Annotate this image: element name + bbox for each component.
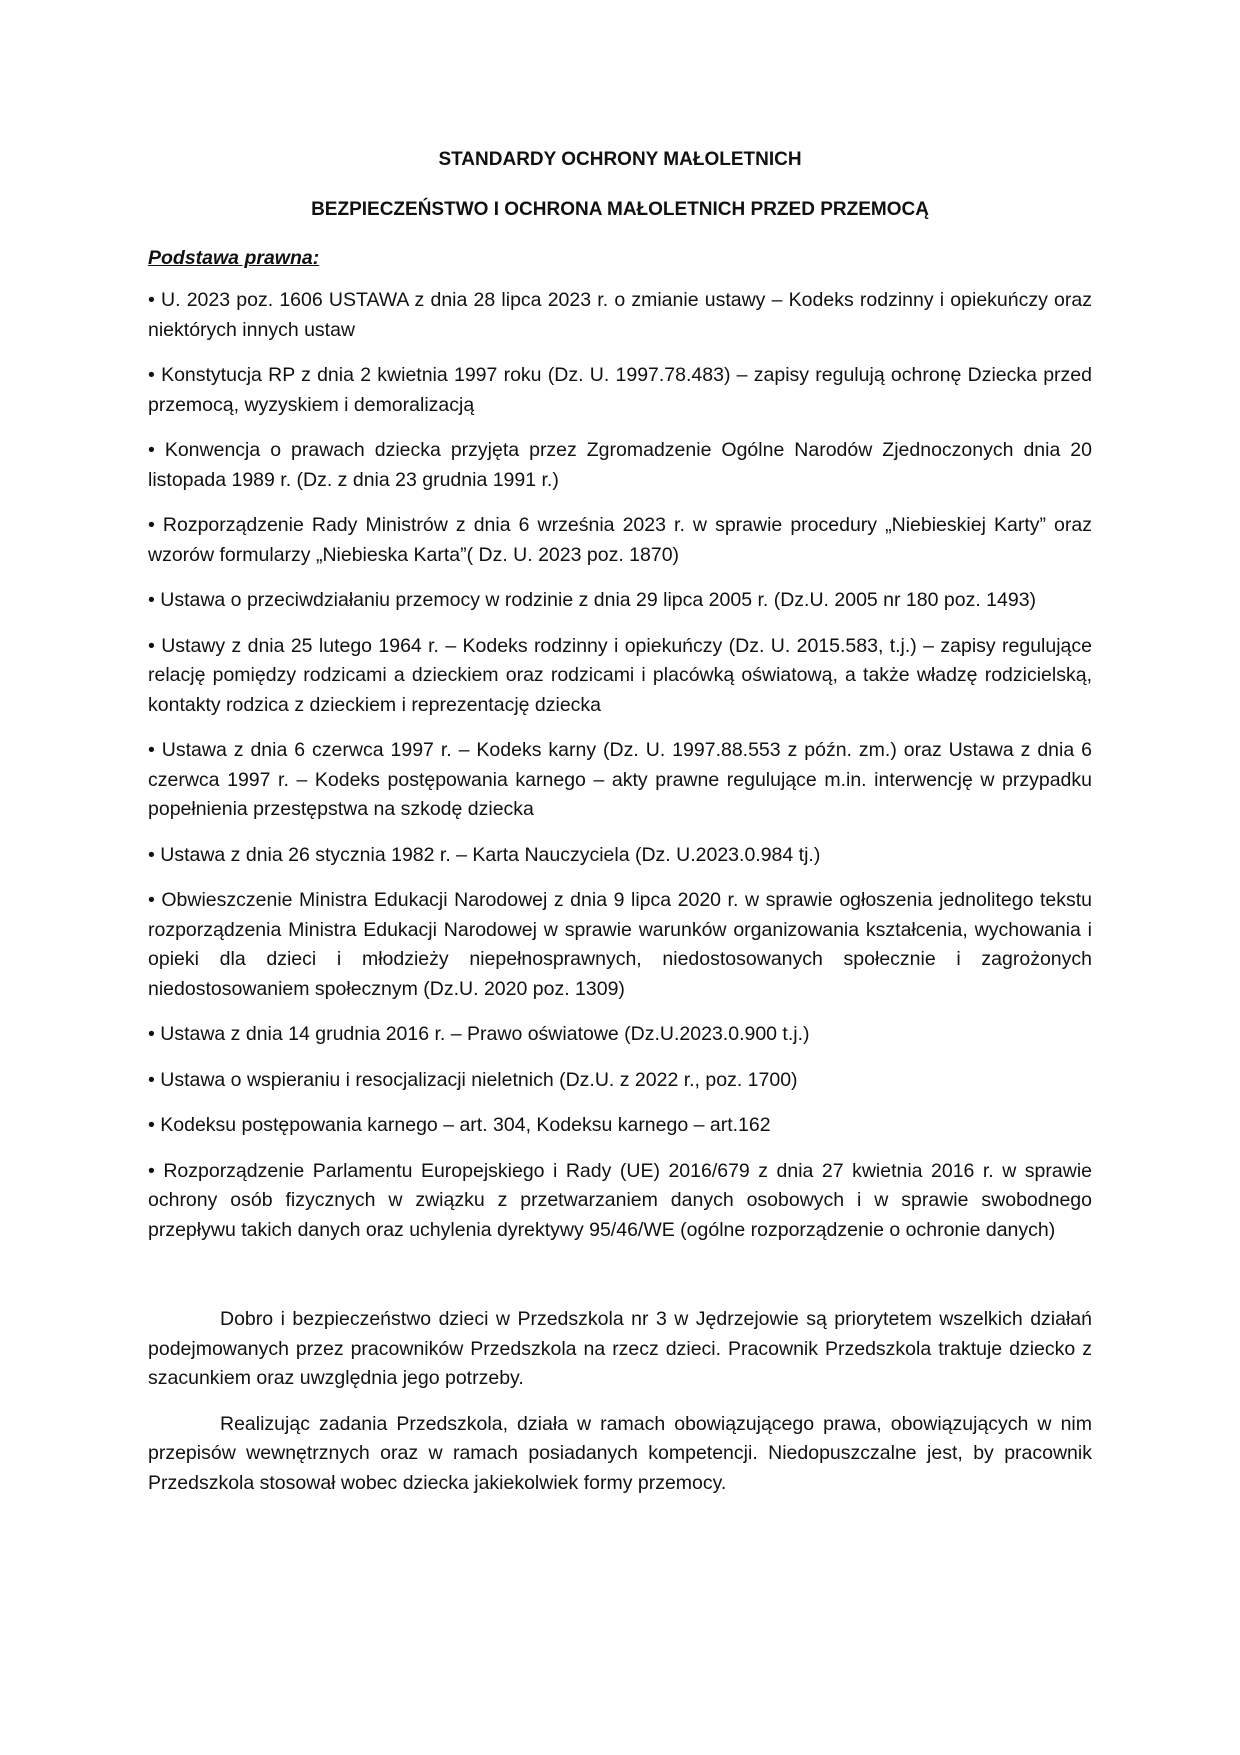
legal-basis-item: • Ustawy z dnia 25 lutego 1964 r. – Kodeks rodzinny i opiekuńczy (Dz. U. 2015.583, t.j.) – zapisy regulujące relację pomiędzy rodzicami a dzieckiem oraz rodzicami i placówką oświatową, a także władzę rodzicielską, kontakty rodzica z dzieckiem i reprezentację dziecka	[148, 634, 1092, 716]
legal-basis-item: • Ustawa z dnia 26 stycznia 1982 r. – Karta Nauczyciela (Dz. U.2023.0.984 tj.)	[148, 843, 821, 866]
legal-basis-item: • Rozporządzenie Parlamentu Europejskiego i Rady (UE) 2016/679 z dnia 27 kwietnia 2016 r. w sprawie ochrony osób fizycznych w związku z przetwarzaniem danych osobowych i w sprawie swobodnego przepływu takich danych oraz uchylenia dyrektywy 95/46/WE (ogólne rozporządzenie o ochronie danych)	[148, 1159, 1092, 1241]
body-paragraph: Dobro i bezpieczeństwo dzieci w Przedszkola nr 3 w Jędrzejowie są priorytetem wszelkich działań podejmowanych przez pracowników Przedszkola na rzecz dzieci. Pracownik Przedszkola traktuje dziecko z szacunkiem oraz uwzględnia jego potrzeby.	[148, 1308, 1092, 1389]
document-subtitle: BEZPIECZEŃSTWO I OCHRONA MAŁOLETNICH PRZED PRZEMOCĄ	[311, 199, 929, 220]
document-title: STANDARDY OCHRONY MAŁOLETNICH	[438, 149, 802, 170]
legal-basis-item: • Konstytucja RP z dnia 2 kwietnia 1997 roku (Dz. U. 1997.78.483) – zapisy regulują ochronę Dziecka przed przemocą, wyzyskiem i demoralizacją	[148, 364, 1092, 416]
document-content	[148, 146, 1092, 1514]
section-spacer	[148, 1261, 1092, 1305]
legal-basis-item: • Rozporządzenie Rady Ministrów z dnia 6 września 2023 r. w sprawie procedury „Niebieskiej Karty” oraz wzorów formularzy „Niebieska Karta”( Dz. U. 2023 poz. 1870)	[148, 514, 1092, 566]
legal-basis-item: • Kodeksu postępowania karnego – art. 304, Kodeksu karnego – art.162	[148, 1114, 771, 1136]
legal-basis-item: • Obwieszczenie Ministra Edukacji Narodowej z dnia 9 lipca 2020 r. w sprawie ogłoszenia jednolitego tekstu rozporządzenia Ministra Edukacji Narodowej w sprawie warunków organizowania kształcenia, wychowania i opieki dla dzieci i młodzieży niepełnosprawnych, niedostosowanych społecznie i zagrożonych niedostosowaniem społecznym (Dz.U. 2020 poz. 1309)	[148, 889, 1092, 1000]
legal-basis-item: • Ustawa z dnia 6 czerwca 1997 r. – Kodeks karny (Dz. U. 1997.88.553 z późn. zm.) oraz Ustawa z dnia 6 czerwca 1997 r. – Kodeks postępowania karnego – akty prawne regulujące m.in. interwencję w przypadku popełnienia przestępstwa na szkodę dziecka	[148, 739, 1092, 820]
body-paragraph: Realizując zadania Przedszkola, działa w ramach obowiązującego prawa, obowiązujących w nim przepisów wewnętrznych oraz w ramach posiadanych kompetencji. Niedopuszczalne jest, by pracownik Przedszkola stosował wobec dziecka jakiekolwiek formy przemocy.	[148, 1412, 1092, 1494]
legal-basis-heading: Podstawa prawna:	[148, 247, 320, 269]
legal-basis-item: • U. 2023 poz. 1606 USTAWA z dnia 28 lipca 2023 r. o zmianie ustawy – Kodeks rodzinny i opiekuńczy oraz niektórych innych ustaw	[148, 289, 1092, 341]
legal-basis-item: • Ustawa z dnia 14 grudnia 2016 r. – Prawo oświatowe (Dz.U.2023.0.900 t.j.)	[148, 1023, 810, 1045]
legal-basis-item: • Konwencja o prawach dziecka przyjęta przez Zgromadzenie Ogólne Narodów Zjednoczonych dnia 20 listopada 1989 r. (Dz. z dnia 23 grudnia 1991 r.)	[148, 439, 1092, 491]
legal-basis-list	[148, 286, 1092, 1245]
legal-basis-item: • Ustawa o wspieraniu i resocjalizacji nieletnich (Dz.U. z 2022 r., poz. 1700)	[148, 1068, 798, 1091]
legal-basis-item: • Ustawa o przeciwdziałaniu przemocy w rodzinie z dnia 29 lipca 2005 r. (Dz.U. 2005 nr 180 poz. 1493)	[148, 589, 1037, 611]
